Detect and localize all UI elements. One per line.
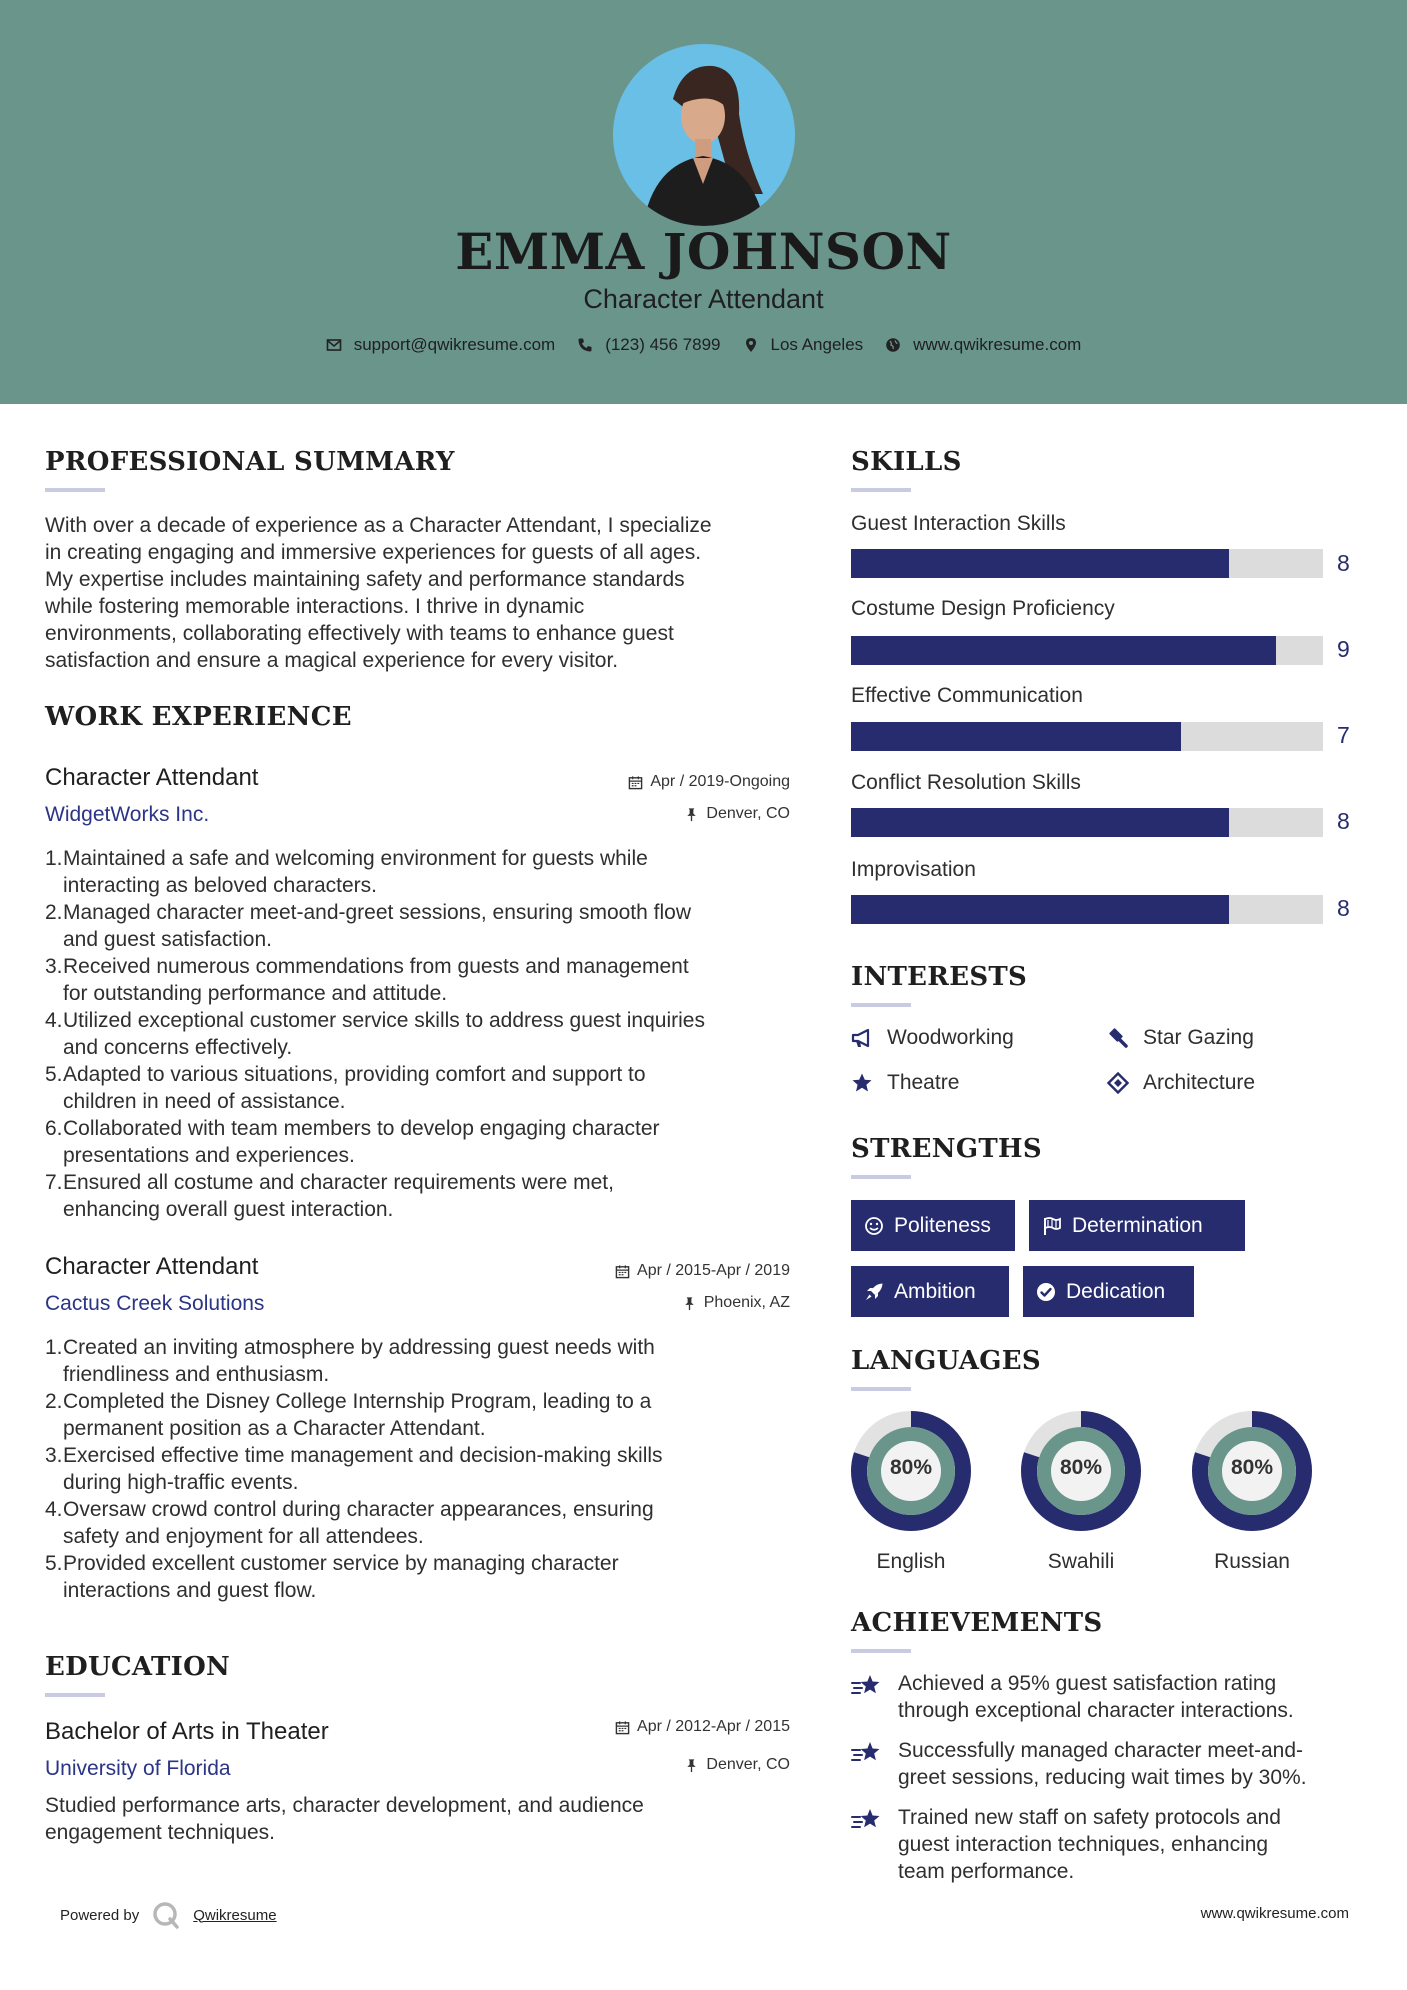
summary-line: With over a decade of experience as a Character Attendant, I specialize: [45, 514, 712, 537]
achievements-heading: ACHIEVEMENTS: [851, 1608, 1103, 1638]
achievement-line: Successfully managed character meet-and-: [898, 1739, 1304, 1762]
language-name: English: [876, 1550, 946, 1573]
skills-heading-rule: [851, 488, 911, 492]
list-item: 4. Utilized exceptional customer service skills to address guest inquiries and concerns effectively.: [45, 1009, 705, 1059]
resume-header: [0, 0, 1407, 404]
map-marker-icon: [743, 337, 759, 353]
bullhorn-icon: [851, 1027, 873, 1049]
interest-label: Woodworking: [887, 1026, 1014, 1049]
skill-label: Costume Design Proficiency: [851, 597, 1115, 620]
skill-bar: [851, 636, 1323, 665]
rocket-icon: [864, 1282, 884, 1302]
contact-email-text: support@qwikresume.com: [353, 335, 556, 354]
education-line: engagement techniques.: [45, 1821, 276, 1844]
job-location: [684, 805, 790, 823]
contact-location-text: Los Angeles: [770, 335, 864, 354]
contact-phone-text: (123) 456 7899: [605, 335, 721, 354]
summary-line: My expertise includes maintaining safety and performance standards: [45, 568, 685, 591]
diamond-tag-icon: [1107, 1072, 1129, 1094]
company-name: Cactus Creek Solutions: [45, 1292, 265, 1315]
skill-bar-fill: [851, 549, 1229, 578]
job-duties-list: [45, 1334, 805, 1604]
candidate-title: Character Attendant: [583, 284, 824, 314]
gavel-icon: [1107, 1027, 1129, 1049]
skill-label: Conflict Resolution Skills: [851, 771, 1081, 794]
interests-heading: INTERESTS: [851, 962, 1028, 992]
education-heading-rule: [45, 1693, 105, 1697]
summary-line: environments, collaborating effectively with teams to enhance guest: [45, 622, 674, 645]
skill-bar: [851, 722, 1323, 751]
pushpin-icon: [684, 1758, 699, 1773]
language-item: [850, 1410, 972, 1573]
qwikresume-link[interactable]: Qwikresume: [193, 1906, 277, 1924]
skill-value: 7: [1337, 722, 1350, 748]
contact-bar: [0, 335, 1407, 355]
pushpin-icon: [682, 1296, 697, 1311]
pushpin-icon: [684, 807, 699, 822]
skill-bar-fill: [851, 895, 1229, 924]
summary-line: while fostering memorable interactions. I thrive in dynamic: [45, 595, 585, 618]
job-date: [628, 773, 790, 791]
job-duties-list: [45, 845, 805, 1223]
star-icon: [851, 1072, 873, 1094]
check-circle-icon: [1036, 1282, 1056, 1302]
strength-label: Dedication: [1066, 1279, 1166, 1303]
interest-label: Star Gazing: [1143, 1026, 1254, 1049]
languages-heading-rule: [851, 1387, 911, 1391]
job-date-text: Apr / 2015-Apr / 2019: [637, 1262, 790, 1279]
list-item: 4. Oversaw crowd control during character appearances, ensuring safety and enjoyment for all attendees.: [45, 1498, 654, 1548]
interest-label: Theatre: [887, 1071, 960, 1094]
contact-email[interactable]: [326, 335, 556, 355]
trophy-star-icon: [851, 1739, 884, 1769]
list-item: 5. Adapted to various situations, providing comfort and support to children in need of assistance.: [45, 1063, 646, 1113]
flag-icon: [1042, 1216, 1062, 1236]
calendar-icon: [628, 775, 643, 790]
skill-value: 8: [1337, 550, 1350, 576]
school-name: University of Florida: [45, 1757, 231, 1780]
interest-item: [851, 1071, 959, 1095]
summary-line: in creating engaging and immersive experiences for guests of all ages.: [45, 541, 702, 564]
company-name: WidgetWorks Inc.: [45, 803, 210, 826]
list-item: 3. Received numerous commendations from guests and management for outstanding performance and attitude.: [45, 955, 689, 1005]
candidate-name: EMMA JOHNSON: [455, 222, 952, 281]
globe-icon: [885, 337, 901, 353]
job-title: Character Attendant: [45, 1253, 259, 1280]
interest-label: Architecture: [1143, 1071, 1256, 1094]
profile-photo: [613, 44, 795, 226]
education-heading: EDUCATION: [45, 1652, 231, 1682]
interests-heading-rule: [851, 1003, 911, 1007]
achievement-line: through exceptional character interactions.: [898, 1699, 1294, 1722]
list-item: 5. Provided excellent customer service by managing character interactions and guest flow.: [45, 1552, 619, 1602]
strength-tag: [851, 1200, 1015, 1251]
strength-label: Determination: [1072, 1213, 1203, 1237]
list-item: 2. Completed the Disney College Internship Program, leading to a permanent position as a Character Attendant.: [45, 1390, 652, 1440]
skill-label: Guest Interaction Skills: [851, 512, 1066, 535]
phone-icon: [577, 337, 593, 353]
summary-text: [45, 512, 790, 674]
education-date-text: Apr / 2012-Apr / 2015: [637, 1718, 790, 1735]
languages-heading: LANGUAGES: [851, 1346, 1041, 1376]
skill-label: Effective Communication: [851, 684, 1083, 707]
trophy-star-icon: [851, 1672, 884, 1702]
trophy-star-icon: [851, 1806, 884, 1836]
footer-website[interactable]: www.qwikresume.com: [1200, 1905, 1349, 1922]
achievement-line: Trained new staff on safety protocols and: [898, 1806, 1281, 1829]
list-item: 2. Managed character meet-and-greet sessions, ensuring smooth flow and guest satisfaction.: [45, 901, 691, 951]
summary-heading: PROFESSIONAL SUMMARY: [45, 447, 455, 477]
language-name: Russian: [1214, 1550, 1290, 1573]
language-name: Swahili: [1047, 1550, 1115, 1573]
language-percent: 80%: [1059, 1456, 1103, 1479]
list-item: 6. Collaborated with team members to develop engaging character presentations and experiences.: [45, 1117, 660, 1167]
job-location: [682, 1294, 790, 1312]
education-location-text: Denver, CO: [706, 1756, 790, 1773]
contact-website-text: www.qwikresume.com: [913, 335, 1082, 354]
skill-bar: [851, 895, 1323, 924]
skill-bar-fill: [851, 808, 1229, 837]
language-item: [1020, 1410, 1142, 1573]
smile-icon: [864, 1216, 884, 1236]
achievement-item: [851, 1804, 1371, 1885]
language-item: [1191, 1410, 1313, 1573]
experience-heading: WORK EXPERIENCE: [45, 702, 352, 732]
skill-value: 9: [1337, 636, 1350, 662]
skill-value: 8: [1337, 895, 1350, 921]
list-item: 3. Exercised effective time management and decision-making skills during high-traffic events.: [45, 1444, 663, 1494]
skill-label: Improvisation: [851, 858, 976, 881]
skill-bar: [851, 549, 1323, 578]
contact-location: [743, 335, 864, 355]
skill-bar-fill: [851, 636, 1276, 665]
interest-item: [851, 1026, 1014, 1050]
job-date: [615, 1262, 790, 1280]
powered-by-label: Powered by: [60, 1906, 140, 1924]
education-date: [615, 1718, 790, 1736]
strength-tag: [1029, 1200, 1245, 1251]
person-photo-icon: [613, 44, 795, 226]
strength-label: Ambition: [894, 1279, 976, 1303]
education-description: [45, 1792, 790, 1846]
envelope-icon: [326, 337, 342, 353]
job-title: Character Attendant: [45, 764, 259, 791]
skill-bar: [851, 808, 1323, 837]
list-item: 1. Maintained a safe and welcoming environment for guests while interacting as beloved characters.: [45, 847, 648, 897]
skill-value: 8: [1337, 808, 1350, 834]
calendar-icon: [615, 1720, 630, 1735]
strengths-heading: STRENGTHS: [851, 1134, 1042, 1164]
achievement-line: guest interaction techniques, enhancing: [898, 1833, 1269, 1856]
achievement-item: [851, 1670, 1371, 1724]
achievement-line: Achieved a 95% guest satisfaction rating: [898, 1672, 1277, 1695]
degree-title: Bachelor of Arts in Theater: [45, 1718, 329, 1745]
interest-item: [1107, 1026, 1254, 1050]
achievement-item: [851, 1737, 1371, 1791]
achievement-line: team performance.: [898, 1860, 1075, 1883]
contact-website[interactable]: [885, 335, 1081, 355]
list-item: 7. Ensured all costume and character requirements were met, enhancing overall guest interaction.: [45, 1171, 614, 1221]
education-line: Studied performance arts, character development, and audience: [45, 1794, 644, 1817]
summary-heading-rule: [45, 488, 105, 492]
interest-item: [1107, 1071, 1255, 1095]
job-location-text: Phoenix, AZ: [703, 1294, 790, 1311]
summary-line: satisfaction and ensure a magical experience for every visitor.: [45, 649, 619, 672]
language-percent: 80%: [1230, 1456, 1274, 1479]
achievement-line: greet sessions, reducing wait times by 30%.: [898, 1766, 1307, 1789]
list-item: 1. Created an inviting atmosphere by addressing guest needs with friendliness and enthusiasm.: [45, 1336, 655, 1386]
skills-heading: SKILLS: [851, 447, 962, 477]
job-location-text: Denver, CO: [706, 805, 790, 822]
contact-phone[interactable]: [577, 335, 720, 355]
strengths-heading-rule: [851, 1175, 911, 1179]
calendar-icon: [615, 1264, 630, 1279]
language-percent: 80%: [889, 1456, 933, 1479]
powered-by: [60, 1900, 277, 1930]
achievements-heading-rule: [851, 1649, 911, 1653]
strength-tag: [1023, 1266, 1194, 1317]
job-date-text: Apr / 2019-Ongoing: [650, 773, 790, 790]
skill-bar-fill: [851, 722, 1181, 751]
strength-label: Politeness: [894, 1213, 991, 1237]
strength-tag: [851, 1266, 1009, 1317]
qwikresume-logo-icon: [151, 1900, 181, 1930]
education-location: [684, 1756, 790, 1774]
